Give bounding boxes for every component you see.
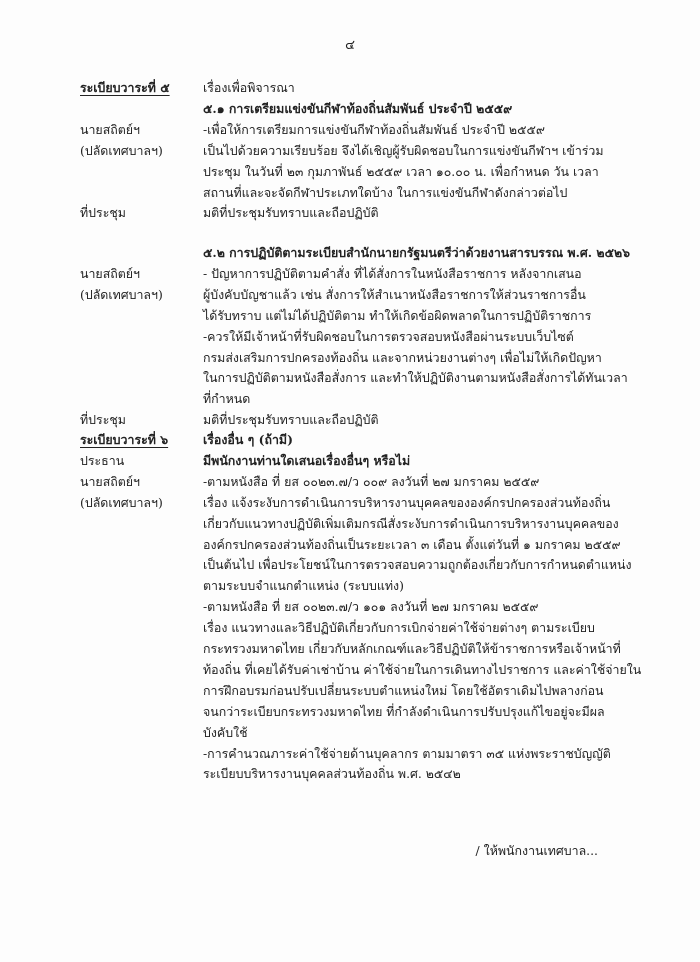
body-text-line: มติที่ประชุมรับทราบและถือปฏิบัติ [203, 412, 379, 427]
body-text-line: สถานที่และจะจัดกีฬาประเภทใดบ้าง ในการแข่งขันกีฬาดังกล่าวต่อไป [203, 185, 568, 200]
body-text-line: บังคับใช้ [203, 725, 248, 740]
body-text-line: -เพื่อให้การเตรียมการแข่งขันกีฬาท้องถิ่นสัมพันธ์ ประจำปี ๒๕๕๙ [203, 122, 545, 137]
body-text-line: -ตามหนังสือ ที่ ยส ๐๐๒๓.๗/ว ๐๐๙ ลงวันที่ ๒๗ มกราคม ๒๕๕๙ [203, 474, 540, 489]
body-text-line: องค์กรปกครองส่วนท้องถิ่นเป็นระยะเวลา ๓ เดือน ตั้งแต่วันที่ ๑ มกราคม ๒๕๕๙ [203, 537, 621, 552]
topic-title: เรื่องอื่น ๆ (ถ้ามี) [203, 432, 293, 447]
continuation-note: / ให้พนักงานเทศบาล... [475, 843, 598, 858]
body-text-line: เรื่อง แนวทางและวิธีปฏิบัติเกี่ยวกับการเบิกจ่ายค่าใช้จ่ายต่างๆ ตามระเบียบ [203, 620, 595, 635]
topic-title: ๕.๑ การเตรียมแข่งขันกีฬาท้องถิ่นสัมพันธ์ ประจำปี ๒๕๕๙ [203, 101, 513, 116]
body-text-line: ระเบียบบริหารงานบุคคลส่วนท้องถิ่น พ.ศ. ๒๕๔๒ [203, 766, 461, 781]
body-text-line: ที่กำหนด [203, 391, 251, 406]
speaker-label: ประธาน [80, 453, 125, 468]
body-text-line: -การคำนวณภาระค่าใช้จ่ายด้านบุคลากร ตามมาตรา ๓๕ แห่งพระราชบัญญัติ [203, 746, 611, 761]
body-text-line: -ควรให้มีเจ้าหน้าที่รับผิดชอบในการตรวจสอบหนังสือผ่านระบบเว็บไซต์ [203, 329, 574, 344]
speaker-label: ที่ประชุม [80, 412, 126, 427]
body-text-line: เป็นต้นไป เพื่อประโยชน์ในการตรวจสอบความถูกต้องเกี่ยวกับการกำหนดตำแหน่ง [203, 557, 632, 572]
speaker-label: นายสถิตย์ฯ [80, 122, 141, 137]
body-text-line: ท้องถิ่น ที่เคยได้รับค่าเช่าบ้าน ค่าใช้จ่ายในการเดินทางไปราชการ และค่าใช้จ่ายใน [203, 662, 642, 677]
body-text-line: -ตามหนังสือ ที่ ยส ๐๐๒๓.๗/ว ๑๐๑ ลงวันที่ ๒๗ มกราคม ๒๕๕๙ [203, 599, 539, 614]
body-text-line: เป็นไปด้วยความเรียบร้อย จึงได้เชิญผู้รับผิดชอบในการแข่งขันกีฬาฯ เข้าร่วม [203, 143, 604, 158]
body-text-line: ได้รับทราบ แต่ไม่ได้ปฏิบัติตาม ทำให้เกิดข้อผิดพลาดในการปฏิบัติราชการ [203, 308, 592, 323]
body-text-line: ตามระบบจำแนกตำแหน่ง (ระบบแท่ง) [203, 578, 404, 593]
topic-title: มีพนักงานท่านใดเสนอเรื่องอื่นๆ หรือไม่ [203, 453, 411, 468]
body-text-line: เรื่องเพื่อพิจารณา [203, 80, 295, 95]
body-text-line: มติที่ประชุมรับทราบและถือปฏิบัติ [203, 205, 379, 220]
body-text-line: กระทรวงมหาดไทย เกี่ยวกับหลักเกณฑ์และวิธีปฏิบัติให้ข้าราชการหรือเจ้าหน้าที่ [203, 641, 621, 656]
body-text-line: กรมส่งเสริมการปกครองท้องถิ่น และจากหน่วยงานต่างๆ เพื่อไม่ให้เกิดปัญหา [203, 350, 602, 365]
body-text-line: จนกว่าระเบียบกระทรวงมหาดไทย ที่กำลังดำเนินการปรับปรุงแก้ไขอยู่จะมีผล [203, 704, 605, 719]
body-text-line: - ปัญหาการปฏิบัติตามคำสั่ง ที่ได้สั่งการในหนังสือราชการ หลังจากเสนอ [203, 266, 582, 281]
body-text-line: การฝึกอบรมก่อนปรับเปลี่ยนระบบตำแหน่งใหม่ โดยใช้อัตราเดิมไปพลางก่อน [203, 683, 604, 698]
body-text-line: ในการปฏิบัติตามหนังสือสั่งการ และทำให้ปฏิบัติงานตามหนังสือสั่งการได้ทันเวลา [203, 370, 628, 385]
speaker-label: นายสถิตย์ฯ [80, 266, 141, 281]
page-number: ๔ [345, 38, 355, 53]
speaker-label: (ปลัดเทศบาลฯ) [80, 143, 163, 158]
body-text-line: ผู้บังคับบัญชาแล้ว เช่น สั่งการให้สำเนาหนังสือราชการให้ส่วนราชการอื่น [203, 287, 586, 302]
agenda-heading: ระเบียบวาระที่ ๕ [80, 80, 170, 95]
speaker-label: (ปลัดเทศบาลฯ) [80, 287, 163, 302]
topic-title: ๕.๒ การปฏิบัติตามระเบียบสำนักนายกรัฐมนตรีว่าด้วยงานสารบรรณ พ.ศ. ๒๕๒๖ [203, 245, 630, 260]
speaker-label: ที่ประชุม [80, 205, 126, 220]
body-text-line: เกี่ยวกับแนวทางปฏิบัติเพิ่มเติมกรณีสั่งระงับการดำเนินการบริหารงานบุคคลของ [203, 516, 619, 531]
body-text-line: เรื่อง แจ้งระงับการดำเนินการบริหารงานบุคคลขององค์กรปกครองส่วนท้องถิ่น [203, 495, 611, 510]
agenda-heading: ระเบียบวาระที่ ๖ [80, 432, 169, 447]
speaker-label: นายสถิตย์ฯ [80, 474, 141, 489]
speaker-label: (ปลัดเทศบาลฯ) [80, 495, 163, 510]
body-text-line: ประชุม ในวันที่ ๒๓ กุมภาพันธ์ ๒๕๕๙ เวลา ๑๐.๐๐ น. เพื่อกำหนด วัน เวลา [203, 164, 599, 179]
